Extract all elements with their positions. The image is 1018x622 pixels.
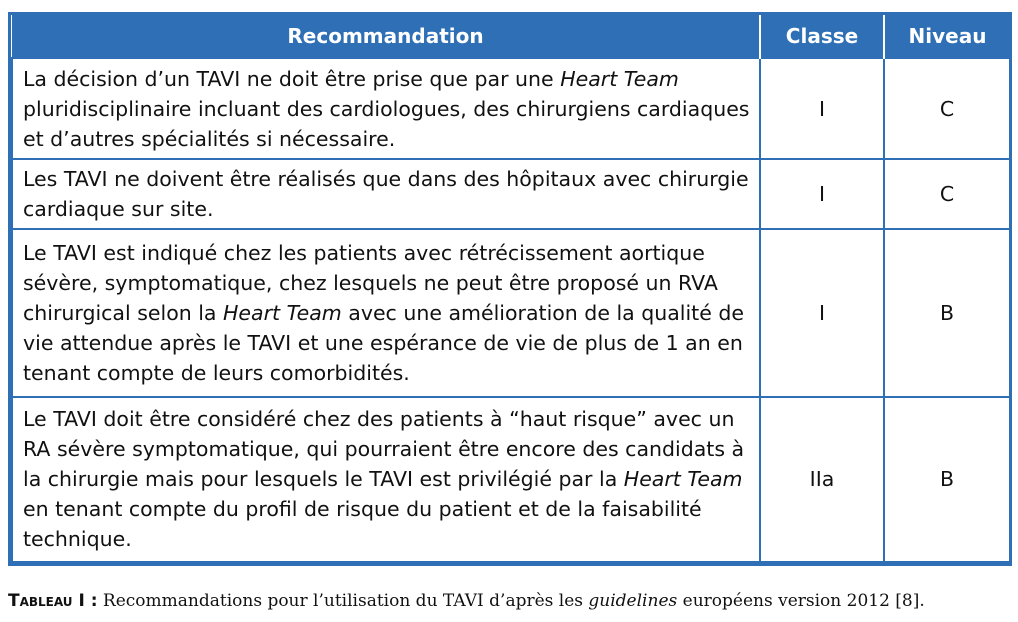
classe-value: I <box>760 229 884 396</box>
recommendation-text-italic: Heart Team <box>223 301 342 326</box>
recommendation-text-part: pluridisciplinaire incluant des cardiologues, des chirurgiens cardiaques et d’autres spécialités si nécessaire. <box>23 96 750 151</box>
table-header-row <box>12 15 1010 58</box>
classe-value: I <box>760 159 884 229</box>
recommendation-text-part: Les TAVI ne doivent être réalisés que dans des hôpitaux avec chirurgie cardiaque sur site. <box>23 167 749 222</box>
table-row <box>12 229 1010 396</box>
niveau-value: C <box>884 58 1010 159</box>
classe-value: IIa <box>760 397 884 562</box>
caption-text-part: Recommandations pour l’utilisation du TAVI d’après les <box>97 591 589 611</box>
niveau-value: B <box>884 397 1010 562</box>
table-row <box>12 159 1010 229</box>
niveau-value: C <box>884 159 1010 229</box>
header-classe: Classe <box>760 15 884 58</box>
recommendation-text-italic: Heart Team <box>623 467 743 492</box>
recommendations-table-container <box>8 12 1012 566</box>
table-row <box>12 397 1010 562</box>
caption-text-part: européens version 2012 [8]. <box>677 591 925 611</box>
table-caption <box>8 590 1014 612</box>
recommendation-text-part: La décision d’un TAVI ne doit être prise que par une <box>23 66 561 91</box>
header-niveau: Niveau <box>884 15 1010 58</box>
recommendation-text-part: avec une amélioration de la qualité de vie attendue après le TAVI et une espérance de vie de plus de 1 an en tenant compte de leurs comorbidités. <box>23 301 744 386</box>
recommendation-text <box>12 58 760 159</box>
recommendation-text <box>12 159 760 229</box>
recommendation-text-part: en tenant compte du profil de risque du patient et de la faisabilité technique. <box>23 497 702 552</box>
caption-label: Tableau I : <box>8 591 98 611</box>
recommendation-text <box>12 397 760 562</box>
table-row <box>12 58 1010 159</box>
recommendation-text <box>12 229 760 396</box>
caption-text-italic: guidelines <box>588 591 678 611</box>
recommendation-text-part: Le TAVI doit être considéré chez des patients à “haut risque” avec un RA sévère symptomatique, qui pourraient être encore des candidats à la chirurgie mais pour lesquels le TAVI est privilégié par la <box>23 407 745 492</box>
recommendations-table <box>11 15 1011 563</box>
classe-value: I <box>760 58 884 159</box>
header-recommandation: Recommandation <box>12 15 760 58</box>
recommendation-text-italic: Heart Team <box>560 66 679 91</box>
niveau-value: B <box>884 229 1010 396</box>
recommendation-text-part: Le TAVI est indiqué chez les patients avec rétrécissement aortique sévère, symptomatique, chez lesquels ne peut être proposé un RVA chirurgical selon la <box>23 241 718 326</box>
